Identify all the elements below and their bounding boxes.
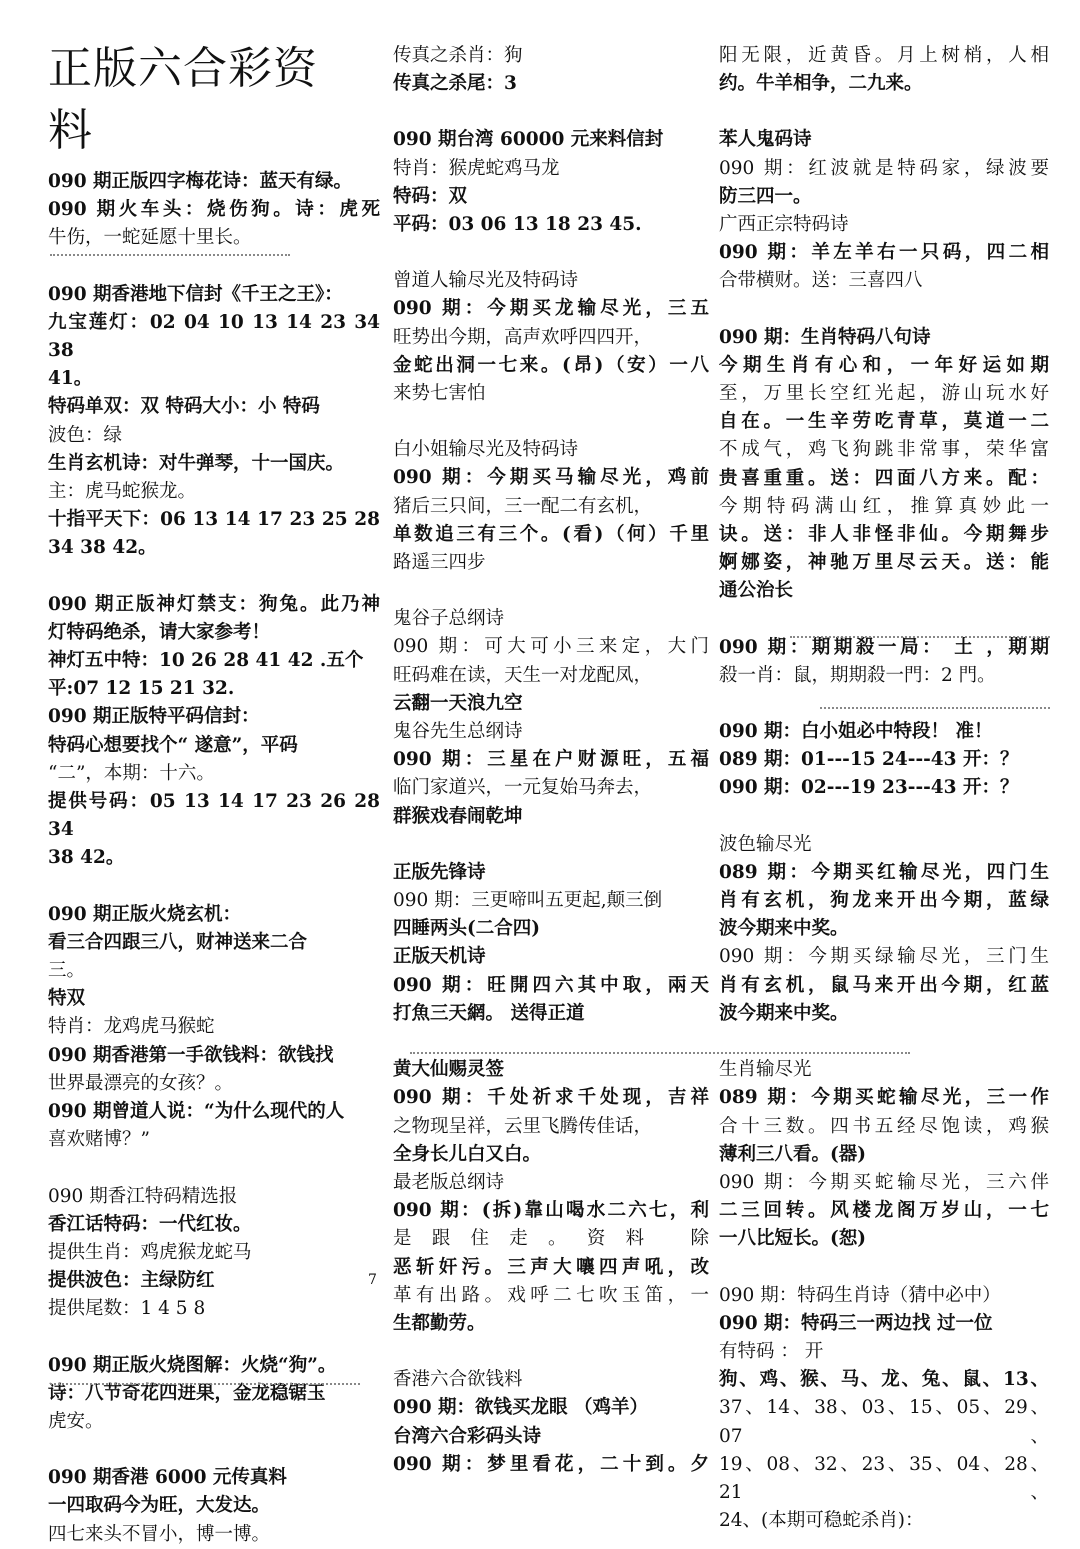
text-line: 全身长儿白又白。 bbox=[393, 1143, 542, 1165]
text-line: 090 期曾道人说：“为什么现代的人 bbox=[48, 1101, 345, 1123]
text-line: 群猴戏春闹乾坤 bbox=[393, 805, 523, 827]
text-line: 090 期香港地下信封《千王之王》： bbox=[48, 283, 343, 305]
text-line: 波今期来中奖。 bbox=[719, 1002, 849, 1024]
text-line: 今期生肖有心和，一年好运如期 bbox=[719, 354, 1049, 376]
text-line: 一四取码今为旺，大发达。 bbox=[48, 1495, 271, 1517]
text-line: 单数追三有三个。(看)（何）千里 bbox=[393, 523, 709, 545]
text-line: 090 期香港 6000 元传真料 bbox=[48, 1467, 287, 1489]
text-line: 之物现呈祥，云里飞腾传佳话， bbox=[393, 1115, 653, 1137]
text-line: 090 期：羊左羊右一只码，四二相 bbox=[719, 242, 1049, 264]
dotted-divider bbox=[790, 636, 1050, 646]
text-line: 白小姐输尽光及特码诗 bbox=[393, 439, 579, 461]
text-line: 薄利三八看。(器) bbox=[719, 1143, 867, 1165]
text-line: 诀。送：非人非怪非仙。今期舞步 bbox=[719, 524, 1049, 546]
text-line: 约。牛羊相争，二九来。 bbox=[719, 73, 923, 95]
text-line: 38 42。 bbox=[48, 847, 125, 869]
dotted-divider bbox=[410, 1052, 910, 1062]
text-line: 黄大仙赐灵签 bbox=[393, 1059, 505, 1081]
text-line: 090 期：今期买绿输尽光，三门生 bbox=[719, 946, 1049, 968]
text-line: 090 期：生肖特码八句诗 bbox=[719, 326, 931, 348]
text-line: 090 期：今期买马输尽光，鸡前 bbox=[393, 467, 709, 489]
text-line: 路遥三四步 bbox=[393, 552, 486, 574]
text-line: 看三合四跟三八，财神送来二合 bbox=[48, 931, 308, 953]
text-line: 090 期：千处祈求千处现，吉祥 bbox=[393, 1087, 709, 1109]
text-line: 合十三数。四书五经尽饱读，鸡猴 bbox=[719, 1115, 1049, 1137]
text-line: 提供号码：05 13 14 17 23 26 28 34 bbox=[48, 791, 380, 841]
text-line: 090 期：02---19 23---43 开：？ bbox=[719, 777, 1019, 799]
text-line: 特双 bbox=[48, 988, 86, 1010]
text-line: 香港六合欲钱料 bbox=[393, 1369, 523, 1391]
dotted-divider bbox=[50, 254, 290, 264]
page-number: 7 bbox=[368, 1272, 377, 1288]
text-line: 十指平天下：06 13 14 17 23 25 28 bbox=[48, 509, 380, 531]
text-line: 临门家道兴，一元复始马奔去， bbox=[393, 777, 653, 799]
text-line: 089 期：今期买红输尽光，四门生 bbox=[719, 861, 1049, 883]
text-line: 防三四一。 bbox=[719, 185, 812, 207]
text-line: 喜欢赌博？” bbox=[48, 1129, 150, 1151]
dotted-divider bbox=[820, 707, 1050, 717]
text-line: 波色：绿 bbox=[48, 424, 123, 446]
text-line: 090 期：三星在户财源旺，五福 bbox=[393, 749, 709, 771]
text-line: 至，万里长空红光起，游山玩水好 bbox=[719, 383, 1049, 405]
text-line: 34 38 42。 bbox=[48, 537, 157, 559]
text-line: 24、(本期可稳蛇杀肖)： bbox=[719, 1510, 924, 1532]
text-line: 传真之杀尾：3 bbox=[393, 73, 517, 95]
text-line: 香江话特码：一代红妆。 bbox=[48, 1213, 252, 1235]
text-line: 鬼谷先生总纲诗 bbox=[393, 721, 523, 743]
text-line: 四七来头不冒小，博一博。 bbox=[48, 1523, 271, 1545]
text-line: 最老版总纲诗 bbox=[393, 1171, 505, 1193]
text-line: 打魚三天網。 送得正道 bbox=[393, 1002, 585, 1024]
text-line: 090 期香江特码精选报 bbox=[48, 1185, 238, 1207]
text-line: 灯特码绝杀，请大家参考！ bbox=[48, 621, 271, 643]
text-line: 肖有玄机，鼠马来开出今期，红蓝 bbox=[719, 974, 1049, 996]
text-line: 090 期：三更啼叫五更起,颠三倒 bbox=[393, 890, 663, 912]
text-line: 提供生肖：鸡虎猴龙蛇马 bbox=[48, 1241, 252, 1263]
text-line: 传真之杀肖：狗 bbox=[393, 45, 523, 66]
text-line: 正版先锋诗 bbox=[393, 861, 486, 883]
page-title: 正版六合彩资 料 bbox=[48, 43, 318, 156]
text-line: 090 期：期期殺一局： 土 ，期期 bbox=[719, 636, 1049, 658]
text-line: 猪后三只间，三一配二有玄机， bbox=[393, 495, 653, 517]
text-line: 19、08、32、23、35、04、28、21、 bbox=[719, 1453, 1049, 1503]
text-line: 090 期：白小姐必中特段！ 准！ bbox=[719, 721, 993, 743]
text-line: 生都勤劳。 bbox=[393, 1312, 486, 1334]
text-line: 三。 bbox=[48, 960, 86, 982]
text-line: 特码心想要找个“ 遂意”，平码 bbox=[48, 734, 298, 756]
text-line: 090 期：今期买蛇输尽光，三六伴 bbox=[719, 1171, 1049, 1193]
text-line: 有特码 ： 开 bbox=[719, 1340, 824, 1362]
text-line: 提供尾数：1 4 5 8 bbox=[48, 1298, 206, 1320]
text-line: 旺码难在读，天生一对龙配凤， bbox=[393, 664, 653, 686]
text-line: 波今期来中奖。 bbox=[719, 918, 849, 940]
text-line: 正版天机诗 bbox=[393, 946, 486, 968]
column-2 bbox=[393, 0, 709, 1527]
text-line: 苯人鬼码诗 bbox=[719, 129, 812, 151]
text-line: 一八比短长。(恕) bbox=[719, 1228, 867, 1250]
text-line: 090 期正版神灯禁支：狗兔。此乃神 bbox=[48, 593, 380, 615]
text-line: 主：虎马蛇猴龙。 bbox=[48, 481, 197, 503]
text-line: “二”，本期：十六。 bbox=[48, 762, 215, 784]
text-line: 牛伤，一蛇延愿十里长。 bbox=[48, 227, 252, 249]
text-line: 生肖玄机诗：对牛弹琴，十一国庆。 bbox=[48, 452, 345, 474]
text-line: 来势七害怕 bbox=[393, 383, 486, 405]
text-line: 37、14、38、03、15、05、29、07、 bbox=[719, 1397, 1049, 1447]
text-line: 革有出路。戏呼二七吹玉笛，一 bbox=[393, 1284, 709, 1306]
text-line: 二三回转。风楼龙阁万岁山，一七 bbox=[719, 1200, 1049, 1222]
text-line: 四睡两头(二合四) bbox=[393, 918, 541, 940]
text-line: 090 期正版四字梅花诗：蓝天有绿。 bbox=[48, 171, 353, 192]
text-line: 肖有玄机，狗龙来开出今期，蓝绿 bbox=[719, 890, 1049, 912]
text-line: 特肖：猴虎蛇鸡马龙 bbox=[393, 157, 560, 179]
text-line: 是跟住走。资料 除 bbox=[393, 1228, 709, 1250]
text-line: 090 期正版特平码信封： bbox=[48, 706, 260, 728]
text-line: 090 期：可大可小三来定，大门 bbox=[393, 636, 709, 658]
text-line: 41。 bbox=[48, 368, 93, 390]
column-1 bbox=[48, 0, 380, 1545]
text-line: 云翻一天浪九空 bbox=[393, 692, 523, 714]
text-line: 089 期：今期买蛇输尽光，三一作 bbox=[719, 1087, 1049, 1109]
text-line: 殺一肖：鼠，期期殺一門：2 門。 bbox=[719, 664, 996, 686]
text-line: 金蛇出洞一七来。(昂)（安）一八 bbox=[393, 354, 709, 376]
text-line: 平码：03 06 13 18 23 45. bbox=[393, 214, 642, 236]
text-line: 090 期：欲钱买龙眼 （鸡羊） bbox=[393, 1397, 648, 1419]
text-line: 诗：八节奇花四进果，金龙稳锯玉 bbox=[48, 1382, 326, 1404]
text-line: 曾道人输尽光及特码诗 bbox=[393, 270, 579, 292]
text-line: 世界最漂亮的女孩？。 bbox=[48, 1072, 234, 1094]
text-line: 鬼谷子总纲诗 bbox=[393, 608, 505, 630]
text-line: 090 期香港第一手欲钱料：欲钱找 bbox=[48, 1044, 334, 1066]
text-line: 通公治长 bbox=[719, 580, 794, 602]
text-line: 平:07 12 15 21 32. bbox=[48, 678, 235, 700]
text-line: 自在。一生辛劳吃青草，莫道一二 bbox=[719, 411, 1049, 433]
text-line: 神灯五中特：10 26 28 41 42 .五个 bbox=[48, 650, 364, 672]
text-line: 今期特码满山红，推算真妙此一 bbox=[719, 495, 1049, 517]
text-line: 特肖：龙鸡虎马猴蛇 bbox=[48, 1016, 215, 1038]
text-line: 089 期：01---15 24---43 开：？ bbox=[719, 749, 1019, 771]
text-line: 合带横财。送：三喜四八 bbox=[719, 270, 923, 292]
text-line: 九宝莲灯：02 04 10 13 14 23 34 38 bbox=[48, 311, 380, 362]
text-line: 090 期正版火烧玄机： bbox=[48, 903, 242, 925]
text-line: 090 期：特码生肖诗（猜中必中） bbox=[719, 1284, 1001, 1306]
text-line: 090 期：(拆)靠山喝水二六七，利 bbox=[393, 1200, 709, 1222]
text-line: 特码：双 bbox=[393, 185, 468, 207]
text-line: 广西正宗特码诗 bbox=[719, 214, 849, 236]
text-line: 提供波色：主绿防红 bbox=[48, 1270, 215, 1292]
text-line: 090 期正版火烧图解：火烧“狗”。 bbox=[48, 1354, 337, 1376]
text-line: 阳无限，近黄昏。月上树梢，人相 bbox=[719, 45, 1049, 66]
text-line: 恶斩奸污。三声大嚷四声吼，改 bbox=[393, 1256, 709, 1278]
text-line: 090 期：梦里看花，二十到。夕 bbox=[393, 1453, 709, 1475]
dotted-divider bbox=[50, 1383, 360, 1393]
text-line: 旺势出今期，高声欢呼四四开， bbox=[393, 326, 653, 348]
text-line: 贵喜重重。送：四面八方来。配： bbox=[719, 467, 1049, 489]
text-line: 特码单双：双 特码大小：小 特码 bbox=[48, 396, 320, 418]
text-line: 台湾六合彩码头诗 bbox=[393, 1425, 542, 1447]
text-line: 090 期台湾 60000 元来料信封 bbox=[393, 129, 664, 151]
text-line: 虎安。 bbox=[48, 1410, 104, 1432]
text-line: 生肖输尽光 bbox=[719, 1059, 812, 1081]
text-line: 090 期：旺開四六其中取，兩天 bbox=[393, 974, 709, 996]
text-line: 不成气，鸡飞狗跳非常事，荣华富 bbox=[719, 439, 1049, 461]
text-line: 狗、鸡、猴、马、龙、兔、鼠、13、 bbox=[719, 1369, 1049, 1391]
text-line: 090 期火车头：烧伤狗。诗：虎死 bbox=[48, 199, 380, 221]
text-line: 波色输尽光 bbox=[719, 833, 812, 855]
text-line: 090 期：今期买龙输尽光，三五 bbox=[393, 298, 709, 320]
text-line: 090 期：红波就是特码家，绿波要 bbox=[719, 157, 1049, 179]
column-3 bbox=[719, 0, 1049, 1532]
text-line: 090 期：特码三一两边找 过一位 bbox=[719, 1312, 993, 1334]
text-line: 婀娜姿，神驰万里尽云天。送：能 bbox=[719, 552, 1049, 574]
